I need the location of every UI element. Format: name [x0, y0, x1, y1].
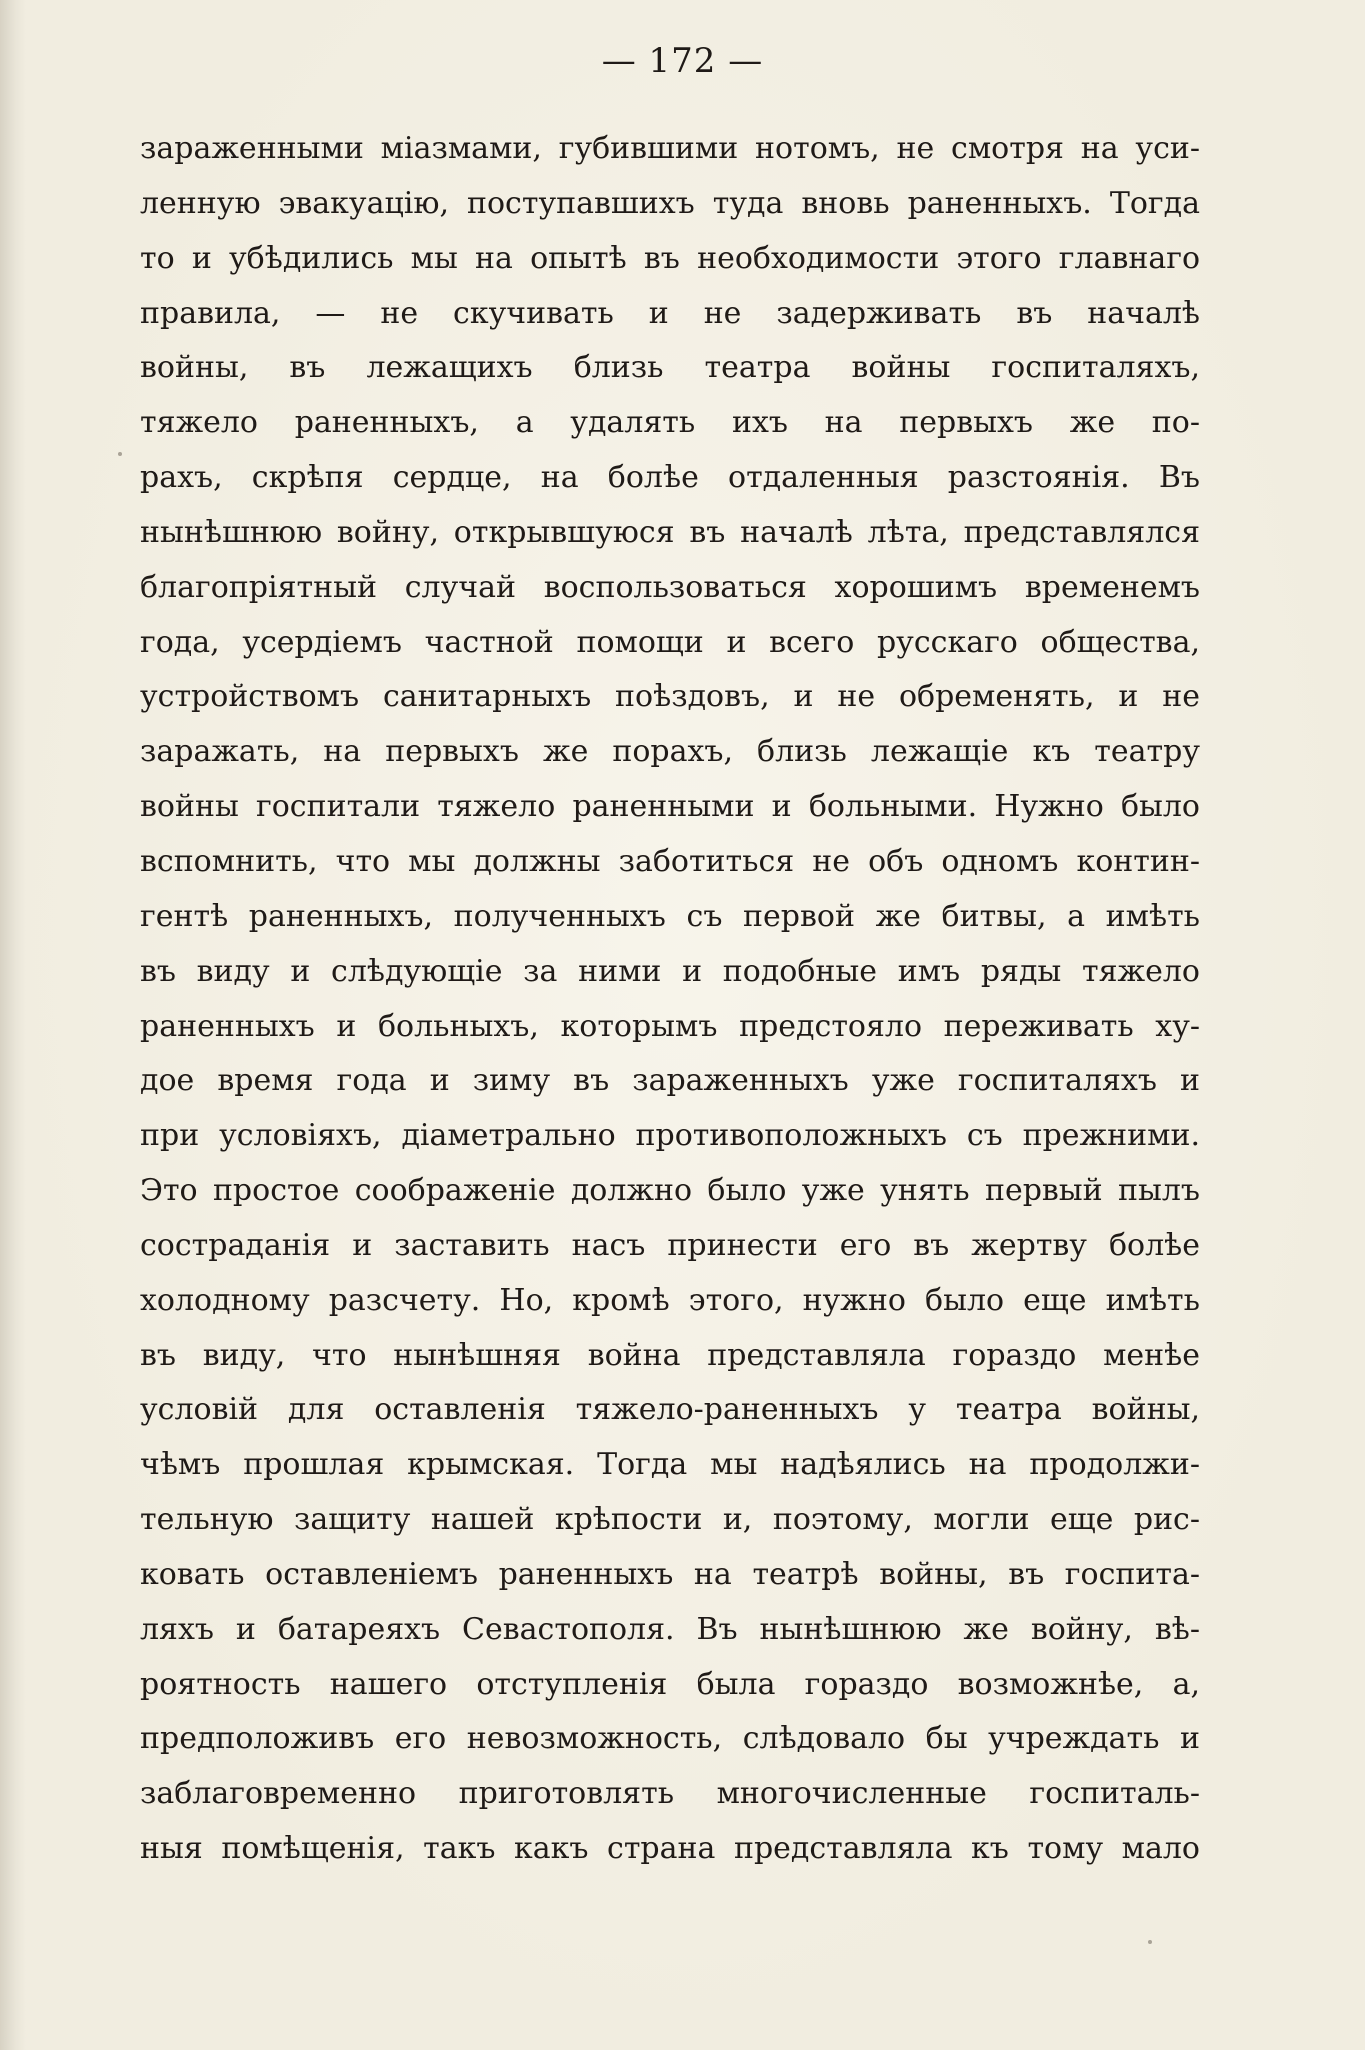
text-line: устройствомъ санитарныхъ поѣздовъ, и не обременять, и не	[140, 679, 1200, 715]
text-line: зараженными міазмами, губившими нотомъ, не смотря на уси-	[140, 131, 1200, 166]
text-line: дое время года и зиму въ зараженныхъ уже госпиталяхъ и	[140, 1063, 1200, 1099]
text-line: нынѣшнюю войну, открывшуюся въ началѣ лѣта, представлялся	[140, 514, 1200, 550]
text-line: ляхъ и батареяхъ Севастополя. Въ нынѣшнюю же войну, вѣ-	[140, 1611, 1200, 1647]
text-line: Это простое соображеніе должно было уже унять первый пылъ	[140, 1173, 1200, 1209]
text-line: то и убѣдились мы на опытѣ въ необходимости этого главнаго	[140, 240, 1200, 276]
text-line: раненныхъ и больныхъ, которымъ предстояло переживать ху-	[140, 1008, 1200, 1044]
text-line: года, усердіемъ частной помощи и всего русскаго общества,	[140, 624, 1200, 660]
text-line: чѣмъ прошлая крымская. Тогда мы надѣялись на продолжи-	[140, 1447, 1200, 1483]
paper-speck	[1148, 1940, 1152, 1944]
text-line: ковать оставленіемъ раненныхъ на театрѣ войны, въ госпита-	[140, 1556, 1200, 1592]
text-line: гентѣ раненныхъ, полученныхъ съ первой же битвы, а имѣть	[140, 898, 1200, 934]
text-line: тельную защиту нашей крѣпости и, поэтому, могли еще рис-	[140, 1502, 1200, 1538]
text-line: рахъ, скрѣпя сердце, на болѣе отдаленныя разстоянія. Въ	[140, 460, 1200, 496]
text-line: войны, въ лежащихъ близь театра войны госпиталяхъ,	[140, 350, 1200, 386]
text-line: тяжело раненныхъ, а удалять ихъ на первыхъ же по-	[140, 405, 1200, 441]
page-number: — 172 —	[601, 41, 764, 81]
text-line: вспомнить, что мы должны заботиться не объ одномъ контин-	[140, 843, 1200, 879]
paper-speck	[118, 452, 122, 456]
text-line: холодному разсчету. Но, кромѣ этого, нужно было еще имѣть	[140, 1282, 1200, 1318]
text-line: состраданія и заставить насъ принести его въ жертву болѣе	[140, 1227, 1200, 1263]
body-text	[140, 122, 1200, 1877]
text-line: при условіяхъ, діаметрально противоположныхъ съ прежними.	[140, 1118, 1200, 1154]
text-line: въ виду и слѣдующіе за ними и подобные имъ ряды тяжело	[140, 953, 1200, 989]
text-line: ныя помѣщенія, такъ какъ страна представляла къ тому мало	[140, 1831, 1200, 1867]
text-line: заблаговременно приготовлять многочисленные госпиталь-	[140, 1776, 1200, 1812]
text-line: въ виду, что нынѣшняя война представляла гораздо менѣе	[140, 1337, 1200, 1373]
text-line: предположивъ его невозможность, слѣдовало бы учреждать и	[140, 1721, 1200, 1757]
text-line: благопріятный случай воспользоваться хорошимъ временемъ	[140, 569, 1200, 605]
text-line: войны госпитали тяжело раненными и больными. Нужно было	[140, 789, 1200, 825]
text-line: ленную эвакуацію, поступавшихъ туда вновь раненныхъ. Тогда	[140, 185, 1200, 221]
text-line: заражать, на первыхъ же порахъ, близь лежащіе къ театру	[140, 734, 1200, 770]
text-line: условій для оставленія тяжело-раненныхъ у театра войны,	[140, 1392, 1200, 1428]
text-line: роятность нашего отступленія была гораздо возможнѣе, а,	[140, 1666, 1200, 1702]
page-edge-shadow	[0, 0, 26, 2050]
text-line: правила, — не скучивать и не задерживать въ началѣ	[140, 295, 1200, 331]
